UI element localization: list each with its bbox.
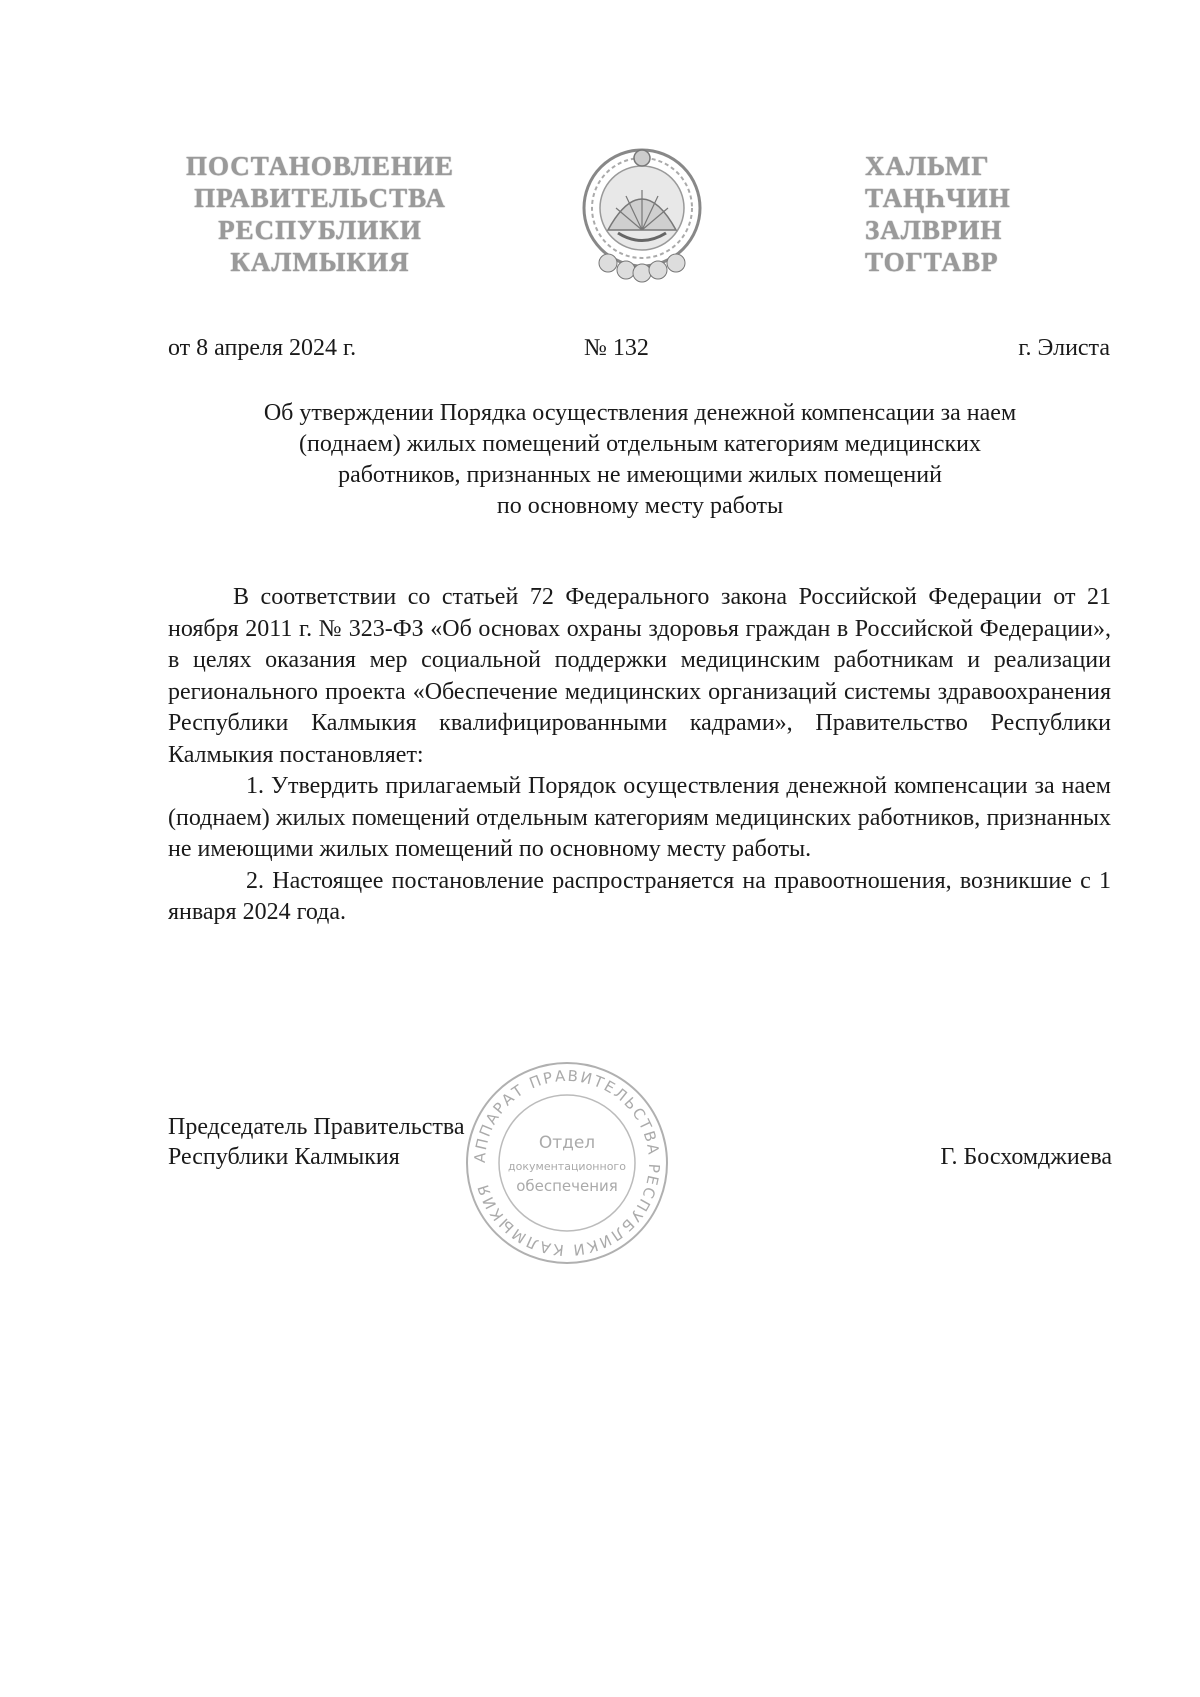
stamp-center-line: документационного	[508, 1160, 626, 1173]
position-line: Республики Калмыкия	[168, 1144, 400, 1170]
document-title	[160, 398, 1120, 522]
header-right-line: ЗАЛВРИН	[865, 215, 1003, 245]
header-right-line: ТАҢҺЧИН	[865, 183, 1011, 213]
header-right-line: ТОГТАВР	[865, 247, 999, 277]
header-left-line: ПОСТАНОВЛЕНИЕ	[185, 151, 455, 181]
item-2-paragraph: 2. Настоящее постановление распространяется на правоотношения, возникшие с 1 января 2024 года.	[168, 867, 1111, 925]
document-date: от 8 апреля 2024 г.	[168, 335, 357, 361]
stamp-ring-text: АППАРАТ ПРАВИТЕЛЬСТВА РЕСПУБЛИКИ КАЛМЫКИЯ	[470, 1066, 664, 1260]
header-left-line: КАЛМЫКИЯ	[230, 247, 410, 277]
stamp-center-line: Отдел	[538, 1133, 596, 1153]
title-line: работников, признанных не имеющими жилых помещений	[338, 462, 942, 488]
document-city: г. Элиста	[1018, 335, 1110, 361]
header-right-line: ХАЛЬМГ	[865, 151, 990, 181]
position-line: Председатель Правительства	[168, 1114, 465, 1140]
header-kalmyk-title	[865, 150, 1025, 278]
header-left-line: ПРАВИТЕЛЬСТВА	[194, 183, 446, 213]
stamp-center-line: обеспечения	[516, 1177, 618, 1195]
header-russian-title	[170, 150, 470, 278]
signatory-position	[168, 1112, 465, 1172]
document-body	[168, 582, 1111, 929]
item-1-paragraph: 1. Утвердить прилагаемый Порядок осуществления денежной компенсации за наем (поднаем) жилых помещений отдельным категориям медицинских работников, признанных не имеющими жилых помещений по основному месту работы.	[168, 773, 1111, 862]
title-line: по основному месту работы	[496, 493, 784, 519]
document-number: № 132	[584, 335, 649, 361]
preamble-paragraph: В соответствии со статьей 72 Федерального закона Российской Федерации от 21 ноября 2011 г. № 323-ФЗ «Об основах охраны здоровья граждан в Российской Федерации», в целях оказания мер социальной поддержки медицинским работникам и реализации регионального проекта «Обеспечение медицинских организаций системы здравоохранения Республики Калмыкия квалифицированными кадрами», Правительство Республики Калмыкия постановляет:	[168, 584, 1111, 768]
signatory-name: Г. Босхомджиева	[940, 1144, 1112, 1170]
title-line: (поднаем) жилых помещений отдельным категориям медицинских	[299, 431, 981, 457]
title-line: Об утверждении Порядка осуществления денежной компенсации за наем	[263, 400, 1017, 426]
kalmykia-coat-of-arms-icon	[578, 138, 706, 288]
official-stamp	[457, 1053, 677, 1273]
header-left-line: РЕСПУБЛИКИ	[218, 215, 422, 245]
